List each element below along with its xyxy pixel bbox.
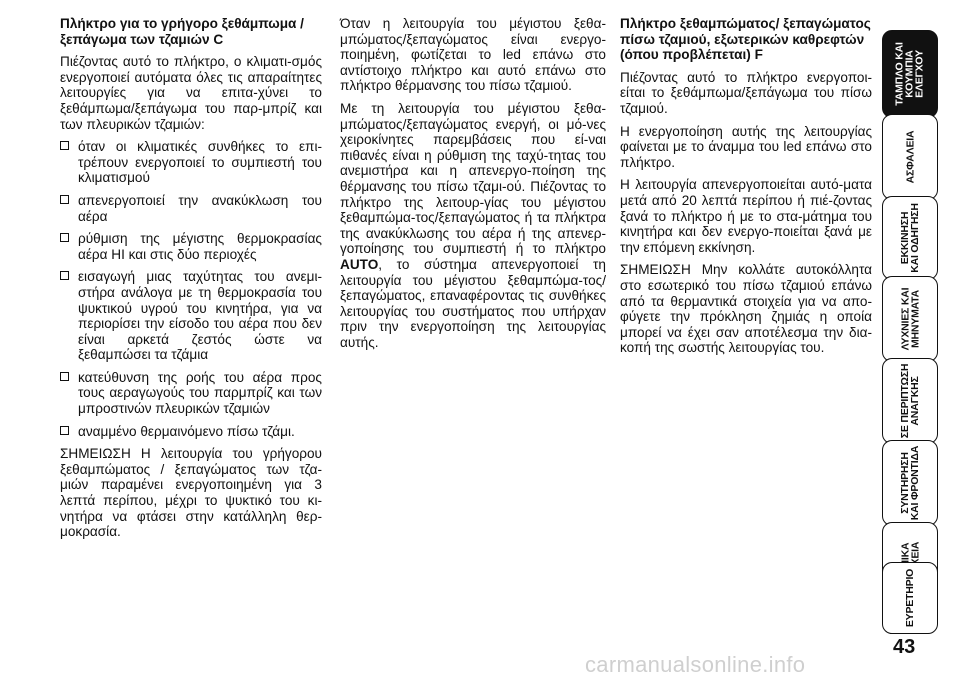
watermark: carmanualsonline.info [585, 652, 806, 677]
paragraph: Η λειτουργία απενεργοποιείται αυτό-ματα μετά από 20 λεπτά περίπου ή πιέ-ζοντας ξανά το πλήκτρο ή με το στα-μάτημα του κινητήρα και δεν ενεργο-ποιείται ξανά με την επόμενη εκκίνηση. [620, 177, 872, 255]
tab-dashboard-controls[interactable] [882, 30, 938, 118]
bullet-item: αναμμένο θερμαινόμενο πίσω τζάμι. [60, 424, 322, 440]
section-heading-rear-defog: Πλήκτρο ξεθαμπώματος/ ξεπαγώματος πίσω τζαμιού, εξωτερικών καθρεφτών (όπου προβλέπεται) F [620, 16, 871, 63]
paragraph: Πιέζοντας αυτό το πλήκτρο ενεργοποι-είται το ξεθάμπωμα/ξεπάγωμα του πίσω τζαμιού. [620, 69, 872, 116]
paragraph: Η ενεργοποίηση αυτής της λειτουργίας φαίνεται με το άναμμα του led επάνω στο πλήκτρο. [620, 123, 872, 170]
bullet-item: απενεργοποιεί την ανακύκλωση του αέρα [60, 193, 322, 224]
tab-index-box[interactable] [882, 562, 938, 634]
tab-label: ΛΥΧΝΙΕΣ ΚΑΙ ΜΗΝΥΜΑΤΑ [899, 287, 922, 351]
tab-label: ΣΥΝΤΗΡΗΣΗ ΚΑΙ ΦΡΟΝΤΙΔΑ [899, 445, 921, 521]
bullet-item: κατεύθυνση της ροής του αέρα προς τους αεραγωγούς του παρμπρίζ και των μπροστινών πλευρικών τζαμιών [60, 370, 322, 417]
tab-label: ΕΥΡΕΤΗΡΙΟ [904, 568, 916, 628]
note-paragraph: ΣΗΜΕΙΩΣΗ Η λειτουργία του γρήγορου ξεθαμπώματος / ξεπαγώματος των τζα-μιών παραμένει ενεργοποιημένη για 3 λεπτά περίπου, μέχρι το ψυκτικό του κι-νητήρα να φτάσει στην κατάλληλη θερ-μοκρασία. [60, 446, 322, 540]
tab-starting-driving[interactable] [882, 196, 938, 280]
tab-label: ΣΕ ΠΕΡΙΠΤΩΣΗ ΑΝΑΓΚΗΣ [899, 363, 922, 439]
column-2 [340, 16, 606, 357]
tab-lights-messages[interactable] [882, 276, 938, 362]
note-paragraph: ΣΗΜΕΙΩΣΗ Μην κολλάτε αυτοκόλλητα στο εσωτερικό του πίσω τζαμιού επάνω από τα θερμαντικά στοιχεία για να απο-φύγετε την πρόκληση ζημιάς η οποία μπορεί να έχει σαν αποτέλεσμα την δια-κοπή της σωστής λειτουργίας του. [620, 262, 872, 356]
bullet-item: όταν οι κλιματικές συνθήκες το επι-τρέπουν ενεργοποιεί το συμπιεστή του κλιματισμού [60, 139, 322, 186]
tab-safety[interactable] [882, 114, 938, 200]
paragraph [340, 101, 606, 351]
paragraph: Όταν η λειτουργία του μέγιστου ξεθα-μπώματος/ξεπαγώματος είναι ενεργο-ποιημένη, φωτίζεται το led επάνω στο αντίστοιχο πλήκτρο και αυτό επάνω στο πλήκτρο θέρμανσης του πίσω τζαμιού. [340, 16, 606, 94]
tab-label: ΑΣΦΑΛΕΙΑ [904, 130, 916, 184]
column-3 [620, 16, 872, 363]
bullet-item: εισαγωγή μιας ταχύτητας του ανεμι-στήρα ανάλογα με τη θερμοκρασία του ψυκτικού υγρού του κινητήρα, για να περιορίσει την είσοδο του αέρα που δεν είναι αρκετά ζεστός ώστε να ξεθαμπώσει τα τζάμια [60, 269, 322, 363]
bullet-item: ρύθμιση της μέγιστης θερμοκρασίας αέρα HI και στις δύο περιοχές [60, 231, 322, 262]
column-1 [60, 16, 322, 547]
page-number: 43 [893, 636, 916, 658]
tab-label: ΤΑΜΠΛΟ ΚΑΙ ΚΟΥΜΠΙΑ ΕΛΕΓΧΟΥ [894, 42, 926, 106]
auto-key-label: AUTO [340, 256, 379, 272]
tab-emergency[interactable] [882, 358, 938, 444]
section-heading-quick-defog: Πλήκτρο για το γρήγορο ξεθάμπωμα / ξεπάγωμα των τζαμιών C [60, 16, 304, 47]
paragraph-text: , το σύστημα απενεργοποιεί τη λειτουργία του μέγιστου ξεθαμπώμα-τος/ξεπαγώματος, επαναφέροντας τις συνθήκες λειτουργίας του συστήματος που υπήρχαν πριν την ενεργοποίηση της λειτουργίας αυτής. [340, 256, 606, 350]
tab-label: ΕΚΚΙΝΗΣΗ ΚΑΙ ΟΔΗΓΗΣΗ [899, 203, 921, 273]
tab-maintenance-care[interactable] [882, 440, 938, 526]
paragraph-text: Με τη λειτουργία του μέγιστου ξεθα-μπώματος/ξεπαγώματος ενεργή, οι μό-νες χειροκίνητες παρεμβάσεις που εί-ναι πιθανές είναι η ρύθμιση της ταχύ-τητας του ανεμιστήρα και η απενεργο-ποίηση της θέρμανσης του πίσω τζαμι-ού. Πιέζοντας το πλήκτρο της λειτουρ-γίας του μέγιστου ξεθαμπώμα-τος/ξεπαγώματος ή τα πλήκτρα της ανακύκλωσης του αέρα ή της απενερ-γοποίησης του συμπιεστή ή το πλήκτρο [340, 100, 606, 257]
paragraph: Πιέζοντας αυτό το πλήκτρο, ο κλιματι-σμός ενεργοποιεί αυτόματα όλες τις απαραίτητες λειτουργίες για να επιτα-χύνει το ξεθάμπωμα/ξεπάγωμα του παρ-μπρίζ και των πλευρικών τζαμιών: [60, 54, 322, 132]
